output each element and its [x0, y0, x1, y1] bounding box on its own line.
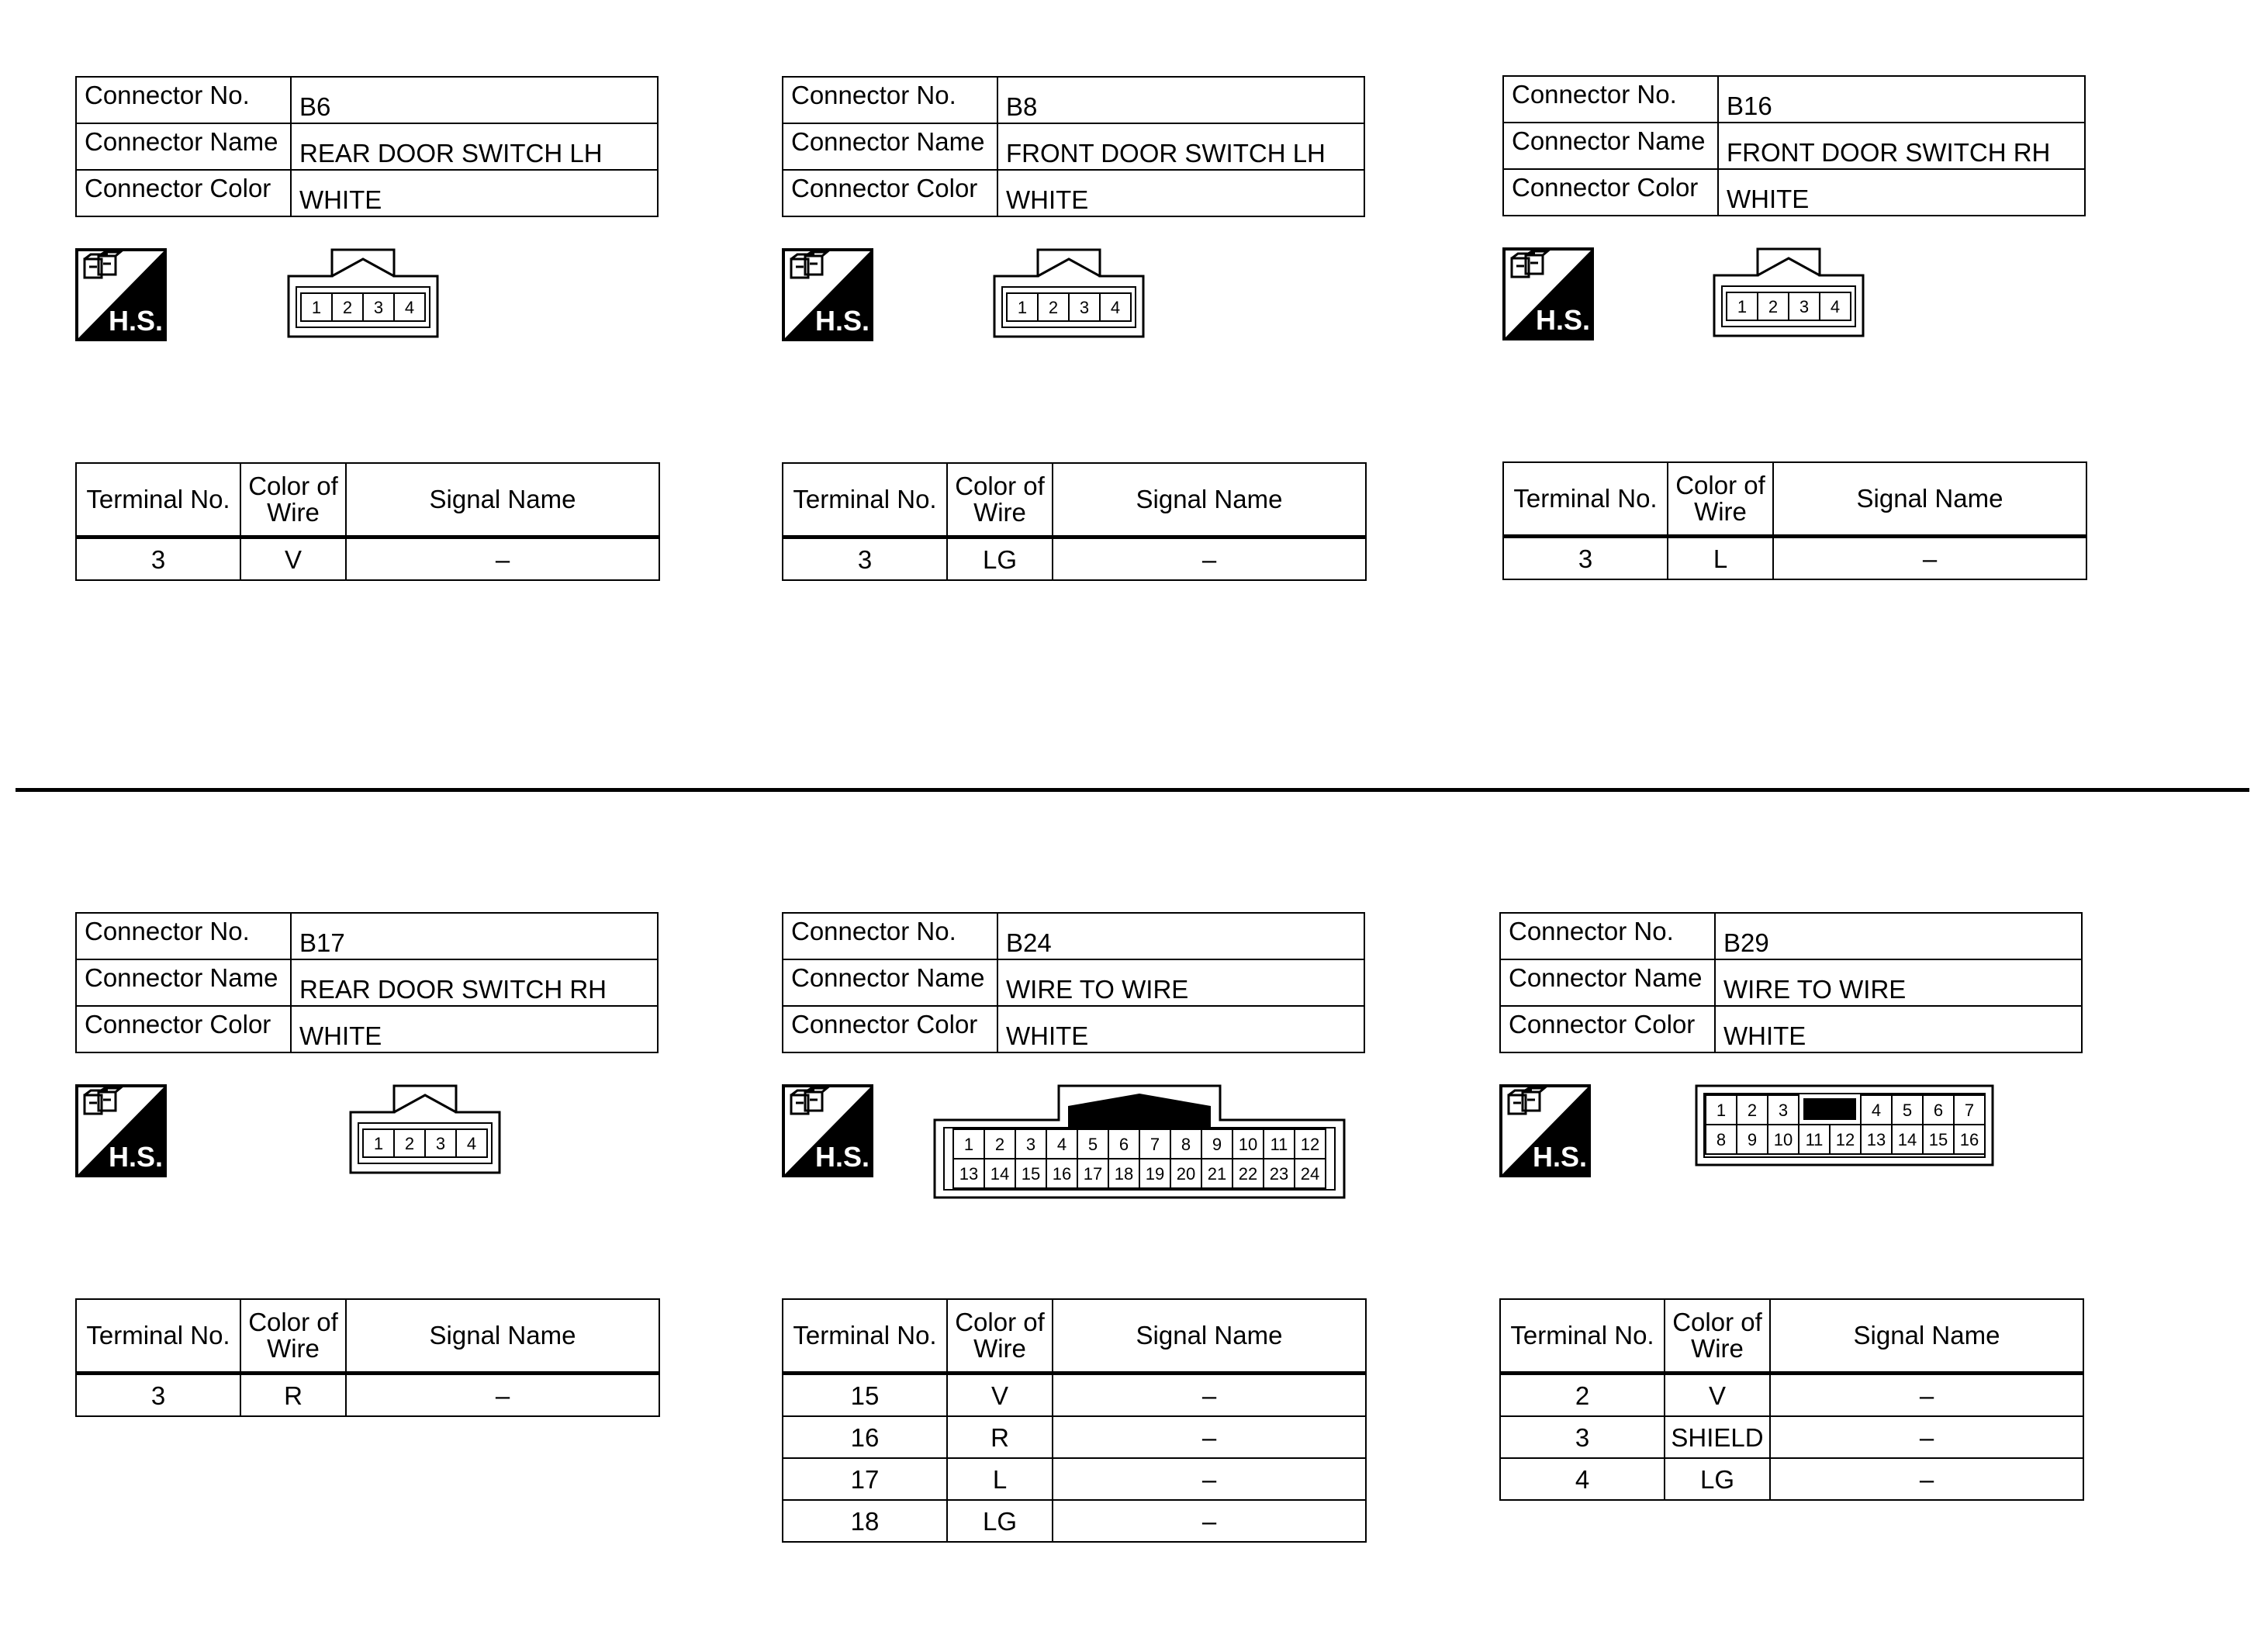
info-value: WHITE: [291, 1006, 658, 1052]
pin-number: 22: [1238, 1164, 1258, 1184]
info-row: [76, 170, 658, 216]
info-row: [76, 123, 658, 170]
header-color-of-wire: [947, 1299, 1053, 1374]
pin-number: 21: [1207, 1164, 1227, 1184]
wire-color-cell: R: [947, 1416, 1053, 1458]
info-row: [1500, 959, 2082, 1006]
hs-label: H.S.: [814, 1141, 870, 1173]
info-value: WHITE: [997, 170, 1364, 216]
terminal-header-row: [783, 1299, 1366, 1374]
table-row: [1500, 1374, 2083, 1417]
wire-color-cell: V: [947, 1374, 1053, 1417]
table-row: [76, 537, 659, 581]
pin-number: 9: [1212, 1135, 1222, 1154]
info-value: REAR DOOR SWITCH RH: [291, 959, 658, 1006]
header-color-of-wire: [947, 463, 1053, 537]
header-color-of-wire-line1: Color of: [248, 1308, 338, 1337]
signal-name-cell: –: [1053, 537, 1366, 581]
header-signal-name: Signal Name: [1773, 462, 2086, 537]
header-terminal-no: Terminal No.: [76, 1299, 240, 1374]
header-color-of-wire-line1: Color of: [955, 472, 1045, 501]
info-label: Connector Name: [76, 959, 291, 1006]
pin-number: 3: [1778, 1101, 1789, 1120]
terminal-header-row: [76, 1299, 659, 1374]
pin-number: 8: [1716, 1130, 1727, 1149]
info-row: [1503, 123, 2085, 169]
connector-face-4pin: [1713, 247, 1865, 339]
info-value: B6: [291, 77, 658, 123]
terminal-no-cell: 15: [783, 1374, 947, 1417]
info-value: WHITE: [1718, 169, 2085, 216]
pin-number: 3: [1799, 297, 1810, 316]
pin-number: 6: [1933, 1101, 1944, 1120]
pin-number: 2: [1768, 297, 1779, 316]
header-signal-name: Signal Name: [1053, 1299, 1366, 1374]
terminal-no-cell: 4: [1500, 1458, 1665, 1500]
terminal-no-cell: 17: [783, 1458, 947, 1500]
pin-number: 4: [1830, 297, 1841, 316]
pin-number: 4: [466, 1134, 477, 1153]
pin-number: 5: [1902, 1101, 1913, 1120]
pin-number: 4: [404, 298, 415, 317]
header-terminal-no: Terminal No.: [783, 1299, 947, 1374]
info-label: Connector No.: [1500, 913, 1715, 959]
pin-number: 1: [1737, 297, 1748, 316]
harness-side-icon: [75, 248, 167, 341]
pin-number: 11: [1805, 1130, 1824, 1149]
info-row: [1500, 913, 2082, 959]
header-color-of-wire-line2: Wire: [1691, 1334, 1744, 1363]
terminal-header-row: [1503, 462, 2086, 537]
pin-number: 1: [1017, 298, 1028, 317]
harness-side-icon: [782, 1084, 873, 1177]
info-value: WIRE TO WIRE: [1715, 959, 2082, 1006]
section-divider: [16, 788, 2249, 792]
signal-name-cell: –: [1053, 1500, 1366, 1542]
wire-color-cell: L: [947, 1458, 1053, 1500]
pin-number: 13: [959, 1164, 979, 1184]
header-color-of-wire-line1: Color of: [1672, 1308, 1762, 1337]
header-color-of-wire-line2: Wire: [267, 1334, 320, 1363]
header-terminal-no: Terminal No.: [76, 463, 240, 537]
info-value: FRONT DOOR SWITCH LH: [997, 123, 1364, 170]
table-row: [783, 1416, 1366, 1458]
header-color-of-wire-line1: Color of: [955, 1308, 1045, 1337]
signal-name-cell: –: [1053, 1416, 1366, 1458]
info-row: [783, 913, 1364, 959]
pin-number: 8: [1181, 1135, 1191, 1154]
terminal-no-cell: 3: [76, 537, 240, 581]
header-color-of-wire-line2: Wire: [1694, 497, 1747, 526]
info-label: Connector Name: [783, 959, 997, 1006]
terminal-no-cell: 3: [1500, 1416, 1665, 1458]
info-label: Connector No.: [76, 77, 291, 123]
pin-number: 3: [435, 1134, 446, 1153]
pin-number: 5: [1087, 1135, 1098, 1154]
connector-info-table: [75, 76, 659, 217]
pin-number: 6: [1118, 1135, 1129, 1154]
pin-number: 9: [1747, 1130, 1758, 1149]
info-label: Connector No.: [783, 77, 997, 123]
header-color-of-wire-line2: Wire: [973, 498, 1026, 527]
harness-side-icon: [1499, 1084, 1591, 1177]
wire-color-cell: LG: [1665, 1458, 1770, 1500]
terminal-table: [75, 462, 660, 581]
header-color-of-wire: [240, 463, 346, 537]
info-row: [783, 123, 1364, 170]
signal-name-cell: –: [346, 537, 659, 581]
signal-name-cell: –: [1053, 1458, 1366, 1500]
connector-info-table: [75, 912, 659, 1053]
info-row: [783, 959, 1364, 1006]
hs-label: H.S.: [108, 305, 164, 337]
pin-number: 13: [1866, 1130, 1886, 1149]
info-row: [1503, 76, 2085, 123]
terminal-no-cell: 3: [76, 1374, 240, 1417]
pin-number: 7: [1964, 1101, 1975, 1120]
hs-label: H.S.: [1532, 1141, 1588, 1173]
info-label: Connector No.: [1503, 76, 1718, 123]
header-signal-name: Signal Name: [1053, 463, 1366, 537]
pin-number: 14: [1897, 1130, 1917, 1149]
info-label: Connector Name: [783, 123, 997, 170]
info-value: B17: [291, 913, 658, 959]
table-row: [783, 1500, 1366, 1542]
pin-number: 10: [1773, 1130, 1793, 1149]
terminal-no-cell: 2: [1500, 1374, 1665, 1417]
pin-number: 4: [1871, 1101, 1882, 1120]
table-row: [783, 1458, 1366, 1500]
header-terminal-no: Terminal No.: [1503, 462, 1668, 537]
info-row: [783, 77, 1364, 123]
pin-number: 14: [990, 1164, 1010, 1184]
signal-name-cell: –: [346, 1374, 659, 1417]
info-label: Connector Color: [1503, 169, 1718, 216]
info-row: [1500, 1006, 2082, 1052]
info-label: Connector Color: [1500, 1006, 1715, 1052]
terminal-no-cell: 16: [783, 1416, 947, 1458]
pin-number: 2: [1048, 298, 1059, 317]
pin-number: 15: [1021, 1164, 1041, 1184]
header-terminal-no: Terminal No.: [783, 463, 947, 537]
pin-number: 19: [1145, 1164, 1165, 1184]
info-row: [783, 170, 1364, 216]
connector-face-16pin: [1695, 1084, 1994, 1166]
header-color-of-wire: [1665, 1299, 1770, 1374]
pin-number: 4: [1056, 1135, 1067, 1154]
connector-face-24pin: [933, 1084, 1346, 1199]
wire-color-cell: LG: [947, 537, 1053, 581]
connector-info-table: [782, 912, 1365, 1053]
info-value: B8: [997, 77, 1364, 123]
terminal-header-row: [1500, 1299, 2083, 1374]
terminal-table: [782, 462, 1367, 581]
hs-label: H.S.: [108, 1141, 164, 1173]
connector-info-table: [1502, 75, 2086, 216]
pin-number: 7: [1150, 1135, 1160, 1154]
pin-number: 23: [1269, 1164, 1289, 1184]
signal-name-cell: –: [1770, 1374, 2083, 1417]
terminal-no-cell: 3: [1503, 537, 1668, 580]
pin-number: 12: [1835, 1130, 1855, 1149]
header-color-of-wire-line2: Wire: [973, 1334, 1026, 1363]
pin-number: 15: [1928, 1130, 1948, 1149]
info-label: Connector No.: [76, 913, 291, 959]
info-label: Connector Name: [76, 123, 291, 170]
wire-color-cell: LG: [947, 1500, 1053, 1542]
signal-name-cell: –: [1053, 1374, 1366, 1417]
info-value: FRONT DOOR SWITCH RH: [1718, 123, 2085, 169]
pin-number: 16: [1959, 1130, 1979, 1149]
info-label: Connector Color: [76, 170, 291, 216]
pin-number: 3: [1079, 298, 1090, 317]
hs-label: H.S.: [814, 305, 870, 337]
pin-number: 2: [1747, 1101, 1758, 1120]
header-signal-name: Signal Name: [346, 463, 659, 537]
info-label: Connector No.: [783, 913, 997, 959]
info-row: [76, 959, 658, 1006]
terminal-header-row: [76, 463, 659, 537]
header-terminal-no: Terminal No.: [1500, 1299, 1665, 1374]
info-row: [76, 1006, 658, 1052]
terminal-table: [1502, 461, 2087, 580]
header-color-of-wire-line1: Color of: [1675, 471, 1765, 500]
info-row: [76, 77, 658, 123]
header-color-of-wire-line2: Wire: [267, 498, 320, 527]
signal-name-cell: –: [1770, 1416, 2083, 1458]
info-value: WHITE: [291, 170, 658, 216]
pin-number: 1: [963, 1135, 974, 1154]
info-value: REAR DOOR SWITCH LH: [291, 123, 658, 170]
pin-number: 12: [1300, 1135, 1320, 1154]
hs-label: H.S.: [1535, 304, 1591, 336]
signal-name-cell: –: [1773, 537, 2086, 580]
pin-number: 18: [1114, 1164, 1134, 1184]
table-row: [783, 537, 1366, 581]
connector-face-4pin: [349, 1084, 501, 1176]
wire-color-cell: V: [240, 537, 346, 581]
info-value: B16: [1718, 76, 2085, 123]
info-row: [76, 913, 658, 959]
terminal-table: [782, 1298, 1367, 1543]
info-row: [1503, 169, 2085, 216]
harness-side-icon: [1502, 247, 1594, 340]
terminal-no-cell: 3: [783, 537, 947, 581]
wire-color-cell: V: [1665, 1374, 1770, 1417]
info-value: B24: [997, 913, 1364, 959]
header-color-of-wire: [240, 1299, 346, 1374]
info-row: [783, 1006, 1364, 1052]
info-value: WHITE: [1715, 1006, 2082, 1052]
pin-number: 2: [404, 1134, 415, 1153]
table-row: [783, 1374, 1366, 1417]
pin-number: 11: [1270, 1135, 1288, 1154]
info-value: WIRE TO WIRE: [997, 959, 1364, 1006]
table-row: [76, 1374, 659, 1417]
pin-number: 3: [1025, 1135, 1036, 1154]
header-signal-name: Signal Name: [1770, 1299, 2083, 1374]
pin-number: 3: [373, 298, 384, 317]
wire-color-cell: L: [1668, 537, 1773, 580]
pin-number: 10: [1238, 1135, 1258, 1154]
info-value: WHITE: [997, 1006, 1364, 1052]
signal-name-cell: –: [1770, 1458, 2083, 1500]
pin-number: 16: [1052, 1164, 1072, 1184]
terminal-table: [1499, 1298, 2084, 1501]
terminal-no-cell: 18: [783, 1500, 947, 1542]
pin-number: 2: [342, 298, 353, 317]
connector-info-table: [782, 76, 1365, 217]
harness-side-icon: [75, 1084, 167, 1177]
connector-face-4pin: [287, 248, 439, 340]
connector-info-table: [1499, 912, 2083, 1053]
info-label: Connector Color: [783, 1006, 997, 1052]
harness-side-icon: [782, 248, 873, 341]
pin-number: 17: [1083, 1164, 1103, 1184]
table-row: [1500, 1416, 2083, 1458]
header-signal-name: Signal Name: [346, 1299, 659, 1374]
pin-number: 24: [1300, 1164, 1320, 1184]
pin-number: 20: [1176, 1164, 1196, 1184]
header-color-of-wire-line1: Color of: [248, 472, 338, 501]
terminal-header-row: [783, 463, 1366, 537]
connector-face-4pin: [993, 248, 1145, 340]
wire-color-cell: R: [240, 1374, 346, 1417]
terminal-table: [75, 1298, 660, 1417]
info-label: Connector Color: [76, 1006, 291, 1052]
table-row: [1503, 537, 2086, 580]
wire-color-cell: SHIELD: [1665, 1416, 1770, 1458]
info-label: Connector Name: [1503, 123, 1718, 169]
header-color-of-wire: [1668, 462, 1773, 537]
table-row: [1500, 1458, 2083, 1500]
pin-number: 2: [994, 1135, 1005, 1154]
pin-number: 4: [1110, 298, 1121, 317]
info-label: Connector Name: [1500, 959, 1715, 1006]
pin-number: 1: [1716, 1101, 1727, 1120]
info-value: B29: [1715, 913, 2082, 959]
pin-number: 1: [373, 1134, 384, 1153]
pin-number: 1: [311, 298, 322, 317]
info-label: Connector Color: [783, 170, 997, 216]
